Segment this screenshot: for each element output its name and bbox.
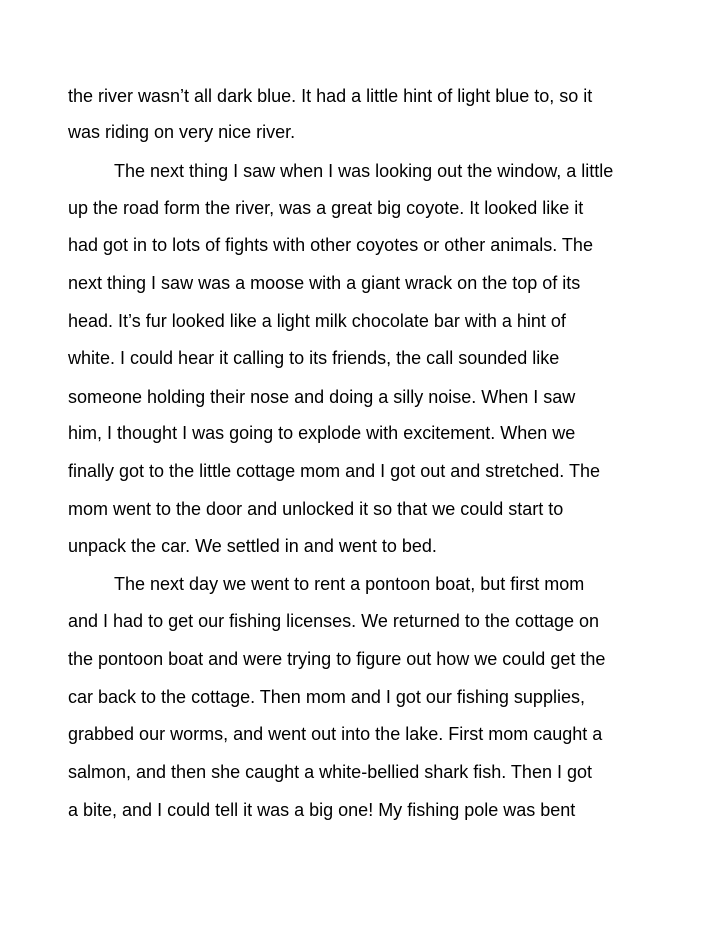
text-line: the pontoon boat and were trying to figure out how we could get the (68, 649, 606, 669)
text-line: someone holding their nose and doing a silly noise. When I saw (68, 387, 576, 407)
text-line: a bite, and I could tell it was a big one! My fishing pole was bent (68, 800, 576, 820)
text-line: unpack the car. We settled in and went to bed. (68, 536, 437, 556)
text-line: finally got to the little cottage mom and I got out and stretched. The (68, 461, 600, 481)
text-line: next thing I saw was a moose with a giant wrack on the top of its (68, 273, 581, 293)
text-line: car back to the cottage. Then mom and I got our fishing supplies, (68, 687, 585, 707)
text-line: was riding on very nice river. (68, 122, 296, 142)
text-line: the river wasn’t all dark blue. It had a little hint of light blue to, so it (68, 86, 593, 106)
text-line: head. It’s fur looked like a light milk chocolate bar with a hint of (68, 311, 566, 331)
text-line: mom went to the door and unlocked it so that we could start to (68, 499, 564, 519)
text-line-paragraph-start: The next thing I saw when I was looking out the window, a little (114, 161, 614, 181)
text-line: had got in to lots of fights with other coyotes or other animals. The (68, 235, 593, 255)
text-line: him, I thought I was going to explode with excitement. When we (68, 423, 576, 443)
text-line: grabbed our worms, and went out into the lake. First mom caught a (68, 724, 603, 744)
text-line: up the road form the river, was a great big coyote. It looked like it (68, 198, 584, 218)
text-line: salmon, and then she caught a white-bellied shark fish. Then I got (68, 762, 592, 782)
text-line: white. I could hear it calling to its friends, the call sounded like (68, 348, 560, 368)
text-line-paragraph-start: The next day we went to rent a pontoon boat, but first mom (114, 574, 585, 594)
text-line: and I had to get our fishing licenses. We returned to the cottage on (68, 611, 600, 631)
